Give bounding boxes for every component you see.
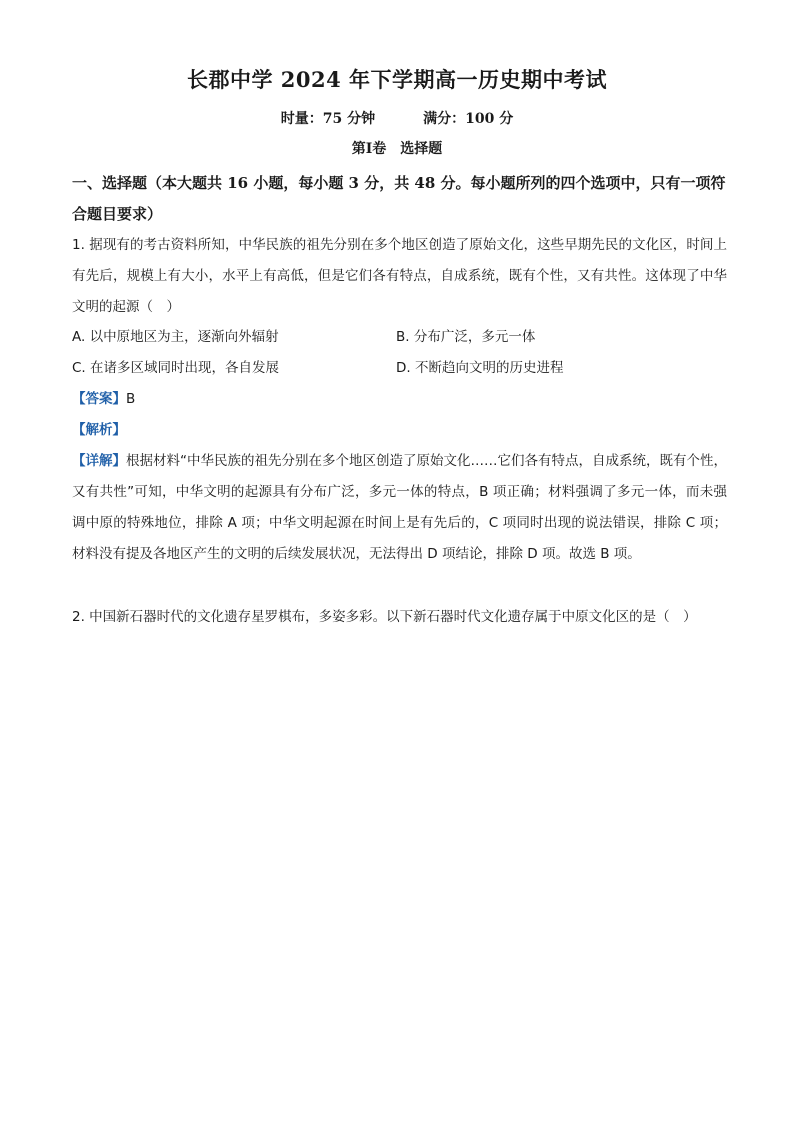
volume-name: 选择题 (400, 141, 443, 157)
detail-text: 根据材料“中华民族的祖先分别在多个地区创造了原始文化……它们各有特点，自成系统，既有个性，又有共性”可知，中华文明的起源具有分布广泛，多元一体的特点，B 项正确；材料强调了多元一体，而未强调中原的特殊地位，排除 A 项；中华文明起源在时间上是有先后的，C 项同时出现的说法错误，排除 C 项；材料没有提及各地区产生的文明的后续发展状况，无法得出 D 项结论，排除 D 项。故选 B 项。 (72, 453, 727, 562)
question-1-detail (72, 446, 727, 570)
question-1-option-a: A. 以中原地区为主，逐渐向外辐射 (72, 329, 279, 345)
exam-title: 长郡中学 2024 年下学期高一历史期中考试 (186, 67, 608, 92)
answer-tag: 【答案】 (72, 391, 126, 407)
volume-label: 第Ⅰ卷 (351, 141, 387, 157)
part-heading: 一、选择题（本大题共 16 小题，每小题 3 分，共 48 分。每小题所列的四个选项中，只有一项符合题目要求） (72, 174, 726, 223)
time-limit: 时量：75 分钟 (280, 111, 376, 127)
question-1-stem: 1. 据现有的考古资料所知，中华民族的祖先分别在多个地区创造了原始文化，这些早期先民的文化区，时间上有先后，规模上有大小，水平上有高低，但是它们各有特点，自成系统，既有个性，又有共性。这体现了中华文明的起源（ ） (72, 237, 727, 315)
question-1-option-c: C. 在诸多区域同时出现，各自发展 (72, 360, 280, 376)
full-score: 满分：100 分 (423, 111, 514, 127)
question-2-stem: 2. 中国新石器时代的文化遗存星罗棋布，多姿多彩。以下新石器时代文化遗存属于中原文化区的是（ ） (72, 609, 697, 625)
volume-title (0, 138, 794, 158)
detail-tag: 【详解】 (72, 453, 126, 469)
question-1-option-b: B. 分布广泛，多元一体 (396, 329, 536, 345)
analysis-tag: 【解析】 (72, 422, 126, 438)
exam-meta (0, 108, 794, 128)
question-1-option-d: D. 不断趋向文明的历史进程 (396, 360, 564, 376)
answer-value: B (126, 391, 136, 407)
question-1-answer (72, 384, 135, 415)
question-1-analysis (72, 415, 126, 446)
